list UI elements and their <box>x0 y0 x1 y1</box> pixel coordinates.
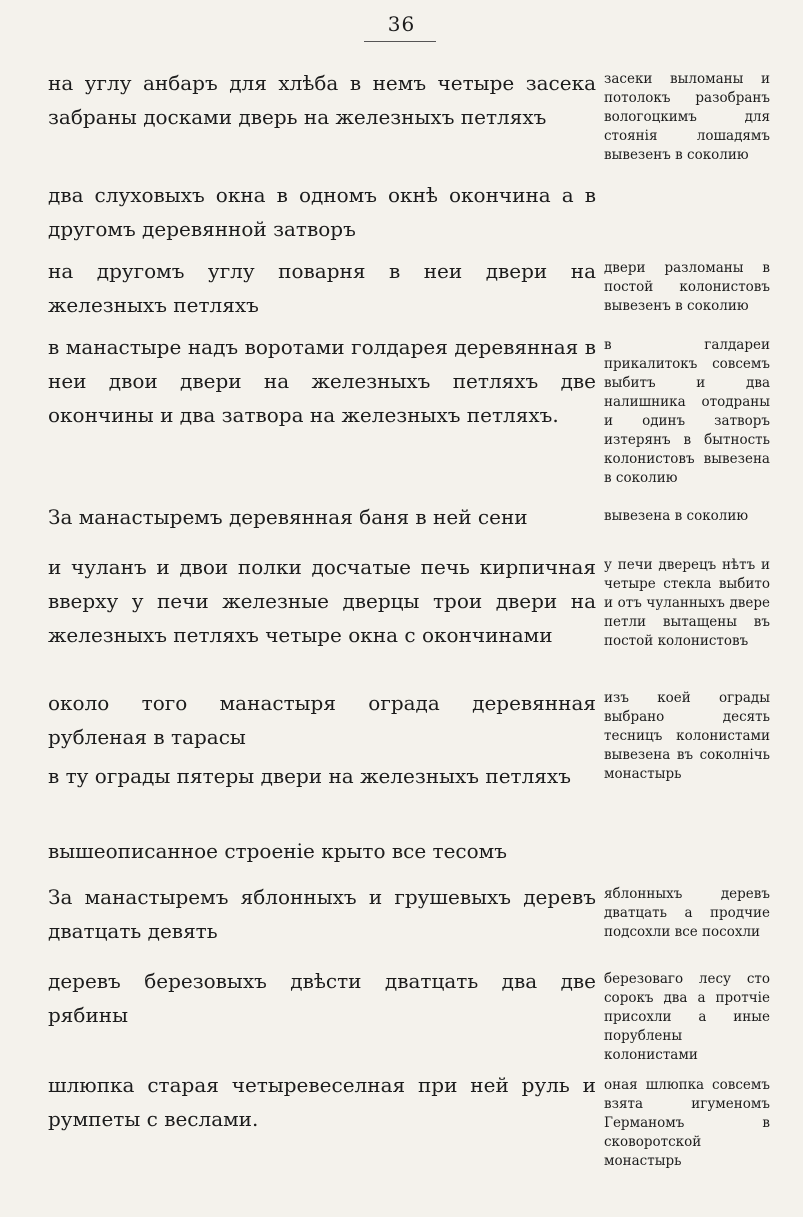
entry-11-note: березоваго лесу сто сорокъ два а протчіе присохли а иные порублены колонистами <box>604 971 770 1063</box>
entry-12-note: оная шлюпка совсемъ взята игуменомъ Германомъ в сковоротской монастырь <box>604 1077 770 1169</box>
entry-10-note: яблонныхъ деревъ дватцать а продчие подсохли все посохли <box>604 886 770 940</box>
entry-3-note: двери разломаны в постой колонистовъ вывезенъ в соколию <box>604 260 770 314</box>
page-number: 36 <box>387 12 416 36</box>
entry-7-note: изъ коей ограды выбрано десять тесницъ колонистами вывезена въ соколнічь монастырь <box>604 690 770 782</box>
entry-6-note: у печи дверецъ нѣтъ и четыре стекла выбито и отъ чуланныхъ двере петли вытащены въ постой колонистовъ <box>604 557 770 649</box>
entry-2-text: два слуховыхъ окна в одномъ окнѣ окончина а в другомъ деревянной затворъ <box>48 183 596 241</box>
entry-11-text: деревъ березовыхъ двѣсти дватцать два две рябины <box>48 969 596 1027</box>
entry-5-note: вывезена в соколию <box>604 508 749 524</box>
entry-1-text: на углу анбаръ для хлѣба в немъ четыре засека забраны досками дверь на железныхъ петляхъ <box>48 71 596 129</box>
entry-1-note: засеки выломаны и потолокъ разобранъ вологоцкимъ для стоянія лошадямъ вывезенъ в соколию <box>604 71 770 163</box>
entry-9-text: вышеописанное строеніе крыто все тесомъ <box>48 839 507 863</box>
entry-3-text: на другомъ углу поварня в неи двери на железныхъ петляхъ <box>48 259 596 317</box>
entry-10-text: За манастыремъ яблонныхъ и грушевыхъ деревъ дватцать девять <box>48 885 596 943</box>
entry-7-text: около того манастыря ограда деревянная рубленая в тарасы <box>48 691 596 749</box>
entry-12-text: шлюпка старая четыревеселная при ней руль и румпеты с веслами. <box>48 1073 596 1131</box>
entry-8-text: в ту ограды пятеры двери на железныхъ петляхъ <box>48 764 571 788</box>
entry-6-text: и чуланъ и двои полки досчатые печь кирпичная вверху у печи железные дверцы трои двери на железныхъ петляхъ четыре окна с окончинами <box>48 555 596 647</box>
entry-4-text: в манастыре надъ воротами голдарея деревянная в неи двои двери на железныхъ петляхъ две окончины и два затвора на железныхъ петляхъ. <box>48 335 596 427</box>
entry-5-text: За манастыремъ деревянная баня в ней сени <box>48 505 528 529</box>
page-number-rule <box>364 41 436 42</box>
entry-4-note: в галдареи прикалитокъ совсемъ выбитъ и два налишника отодраны и одинъ затворъ изтерянъ в бытность колонистовъ вывезена в соколию <box>604 337 770 486</box>
